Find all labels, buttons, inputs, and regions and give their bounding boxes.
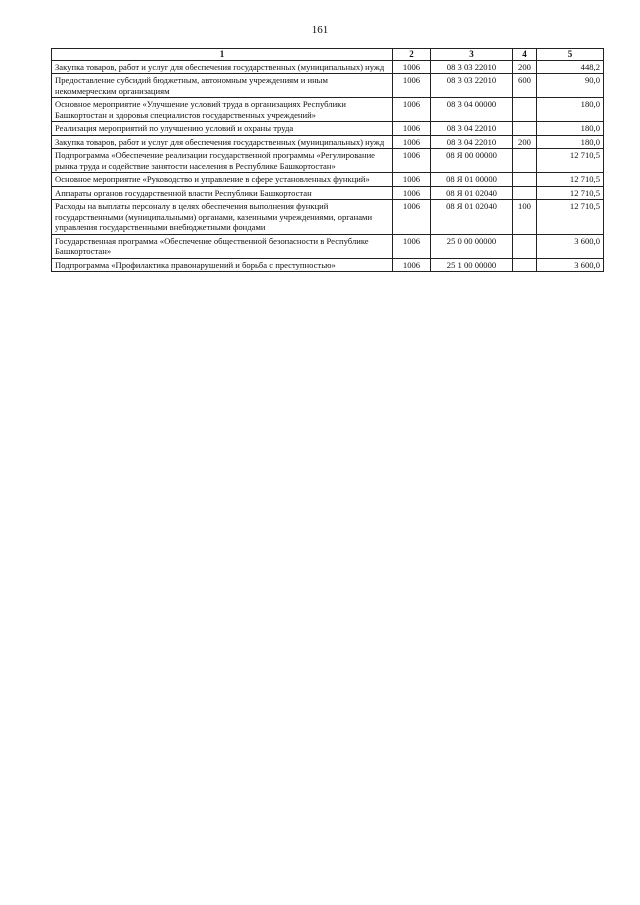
table-row <box>52 74 604 98</box>
row-name: Основное мероприятие «Улучшение условий труда в организациях Республики Башкортостан и здоровья специалистов государственных учреждений» <box>52 98 393 122</box>
row-target-article: 25 0 00 00000 <box>431 234 513 258</box>
row-target-article: 08 Я 01 00000 <box>431 173 513 186</box>
row-target-article: 08 3 04 00000 <box>431 98 513 122</box>
row-expense-type: 200 <box>513 135 537 148</box>
row-expense-type: 600 <box>513 74 537 98</box>
row-amount: 12 710,5 <box>537 149 604 173</box>
row-target-article: 25 1 00 00000 <box>431 258 513 271</box>
row-amount: 12 710,5 <box>537 186 604 199</box>
table-row <box>52 234 604 258</box>
row-expense-type <box>513 98 537 122</box>
table-row <box>52 60 604 73</box>
row-section-code: 1006 <box>393 258 431 271</box>
row-target-article: 08 Я 01 02040 <box>431 200 513 234</box>
table-row <box>52 173 604 186</box>
row-name: Реализация мероприятий по улучшению условий и охраны труда <box>52 122 393 135</box>
budget-table <box>51 48 604 272</box>
row-expense-type: 200 <box>513 60 537 73</box>
row-expense-type: 100 <box>513 200 537 234</box>
table-header-row <box>52 49 604 61</box>
table-row <box>52 149 604 173</box>
row-section-code: 1006 <box>393 234 431 258</box>
row-name: Аппараты органов государственной власти Республики Башкортостан <box>52 186 393 199</box>
table-row <box>52 122 604 135</box>
row-target-article: 08 Я 01 02040 <box>431 186 513 199</box>
row-name: Закупка товаров, работ и услуг для обеспечения государственных (муниципальных) нужд <box>52 60 393 73</box>
row-amount: 3 600,0 <box>537 258 604 271</box>
row-name: Предоставление субсидий бюджетным, автономным учреждениям и иным некоммерческим организациям <box>52 74 393 98</box>
row-section-code: 1006 <box>393 98 431 122</box>
table-row <box>52 135 604 148</box>
row-amount: 3 600,0 <box>537 234 604 258</box>
row-expense-type <box>513 122 537 135</box>
page-number: 161 <box>311 24 329 36</box>
row-name: Государственная программа «Обеспечение общественной безопасности в Республике Башкортостан» <box>52 234 393 258</box>
table-row <box>52 200 604 234</box>
row-amount: 12 710,5 <box>537 173 604 186</box>
row-target-article: 08 3 03 22010 <box>431 74 513 98</box>
row-name: Закупка товаров, работ и услуг для обеспечения государственных (муниципальных) нужд <box>52 135 393 148</box>
column-header-5: 5 <box>537 49 604 61</box>
table-row <box>52 258 604 271</box>
row-amount: 180,0 <box>537 135 604 148</box>
row-section-code: 1006 <box>393 74 431 98</box>
row-name: Расходы на выплаты персоналу в целях обеспечения выполнения функций государственными (муниципальными) органами, казенными учреждениями, органами управления государственными внебюджетными фондами <box>52 200 393 234</box>
row-section-code: 1006 <box>393 173 431 186</box>
column-header-3: 3 <box>431 49 513 61</box>
table-row <box>52 98 604 122</box>
row-target-article: 08 3 04 22010 <box>431 135 513 148</box>
column-header-1: 1 <box>52 49 393 61</box>
row-amount: 180,0 <box>537 122 604 135</box>
row-expense-type <box>513 186 537 199</box>
row-section-code: 1006 <box>393 60 431 73</box>
row-amount: 180,0 <box>537 98 604 122</box>
row-name: Подпрограмма «Обеспечение реализации государственной программы «Регулирование рынка труда и содействие занятости населения в Республике Башкортостан» <box>52 149 393 173</box>
table-row <box>52 186 604 199</box>
row-section-code: 1006 <box>393 122 431 135</box>
row-name: Основное мероприятие «Руководство и управление в сфере установленных функций» <box>52 173 393 186</box>
row-expense-type <box>513 258 537 271</box>
row-target-article: 08 3 03 22010 <box>431 60 513 73</box>
row-section-code: 1006 <box>393 186 431 199</box>
column-header-4: 4 <box>513 49 537 61</box>
row-expense-type <box>513 234 537 258</box>
column-header-2: 2 <box>393 49 431 61</box>
row-name: Подпрограмма «Профилактика правонарушений и борьба с преступностью» <box>52 258 393 271</box>
row-expense-type <box>513 173 537 186</box>
row-section-code: 1006 <box>393 149 431 173</box>
row-section-code: 1006 <box>393 135 431 148</box>
row-target-article: 08 3 04 22010 <box>431 122 513 135</box>
row-amount: 448,2 <box>537 60 604 73</box>
row-amount: 12 710,5 <box>537 200 604 234</box>
row-expense-type <box>513 149 537 173</box>
row-section-code: 1006 <box>393 200 431 234</box>
row-amount: 90,0 <box>537 74 604 98</box>
row-target-article: 08 Я 00 00000 <box>431 149 513 173</box>
